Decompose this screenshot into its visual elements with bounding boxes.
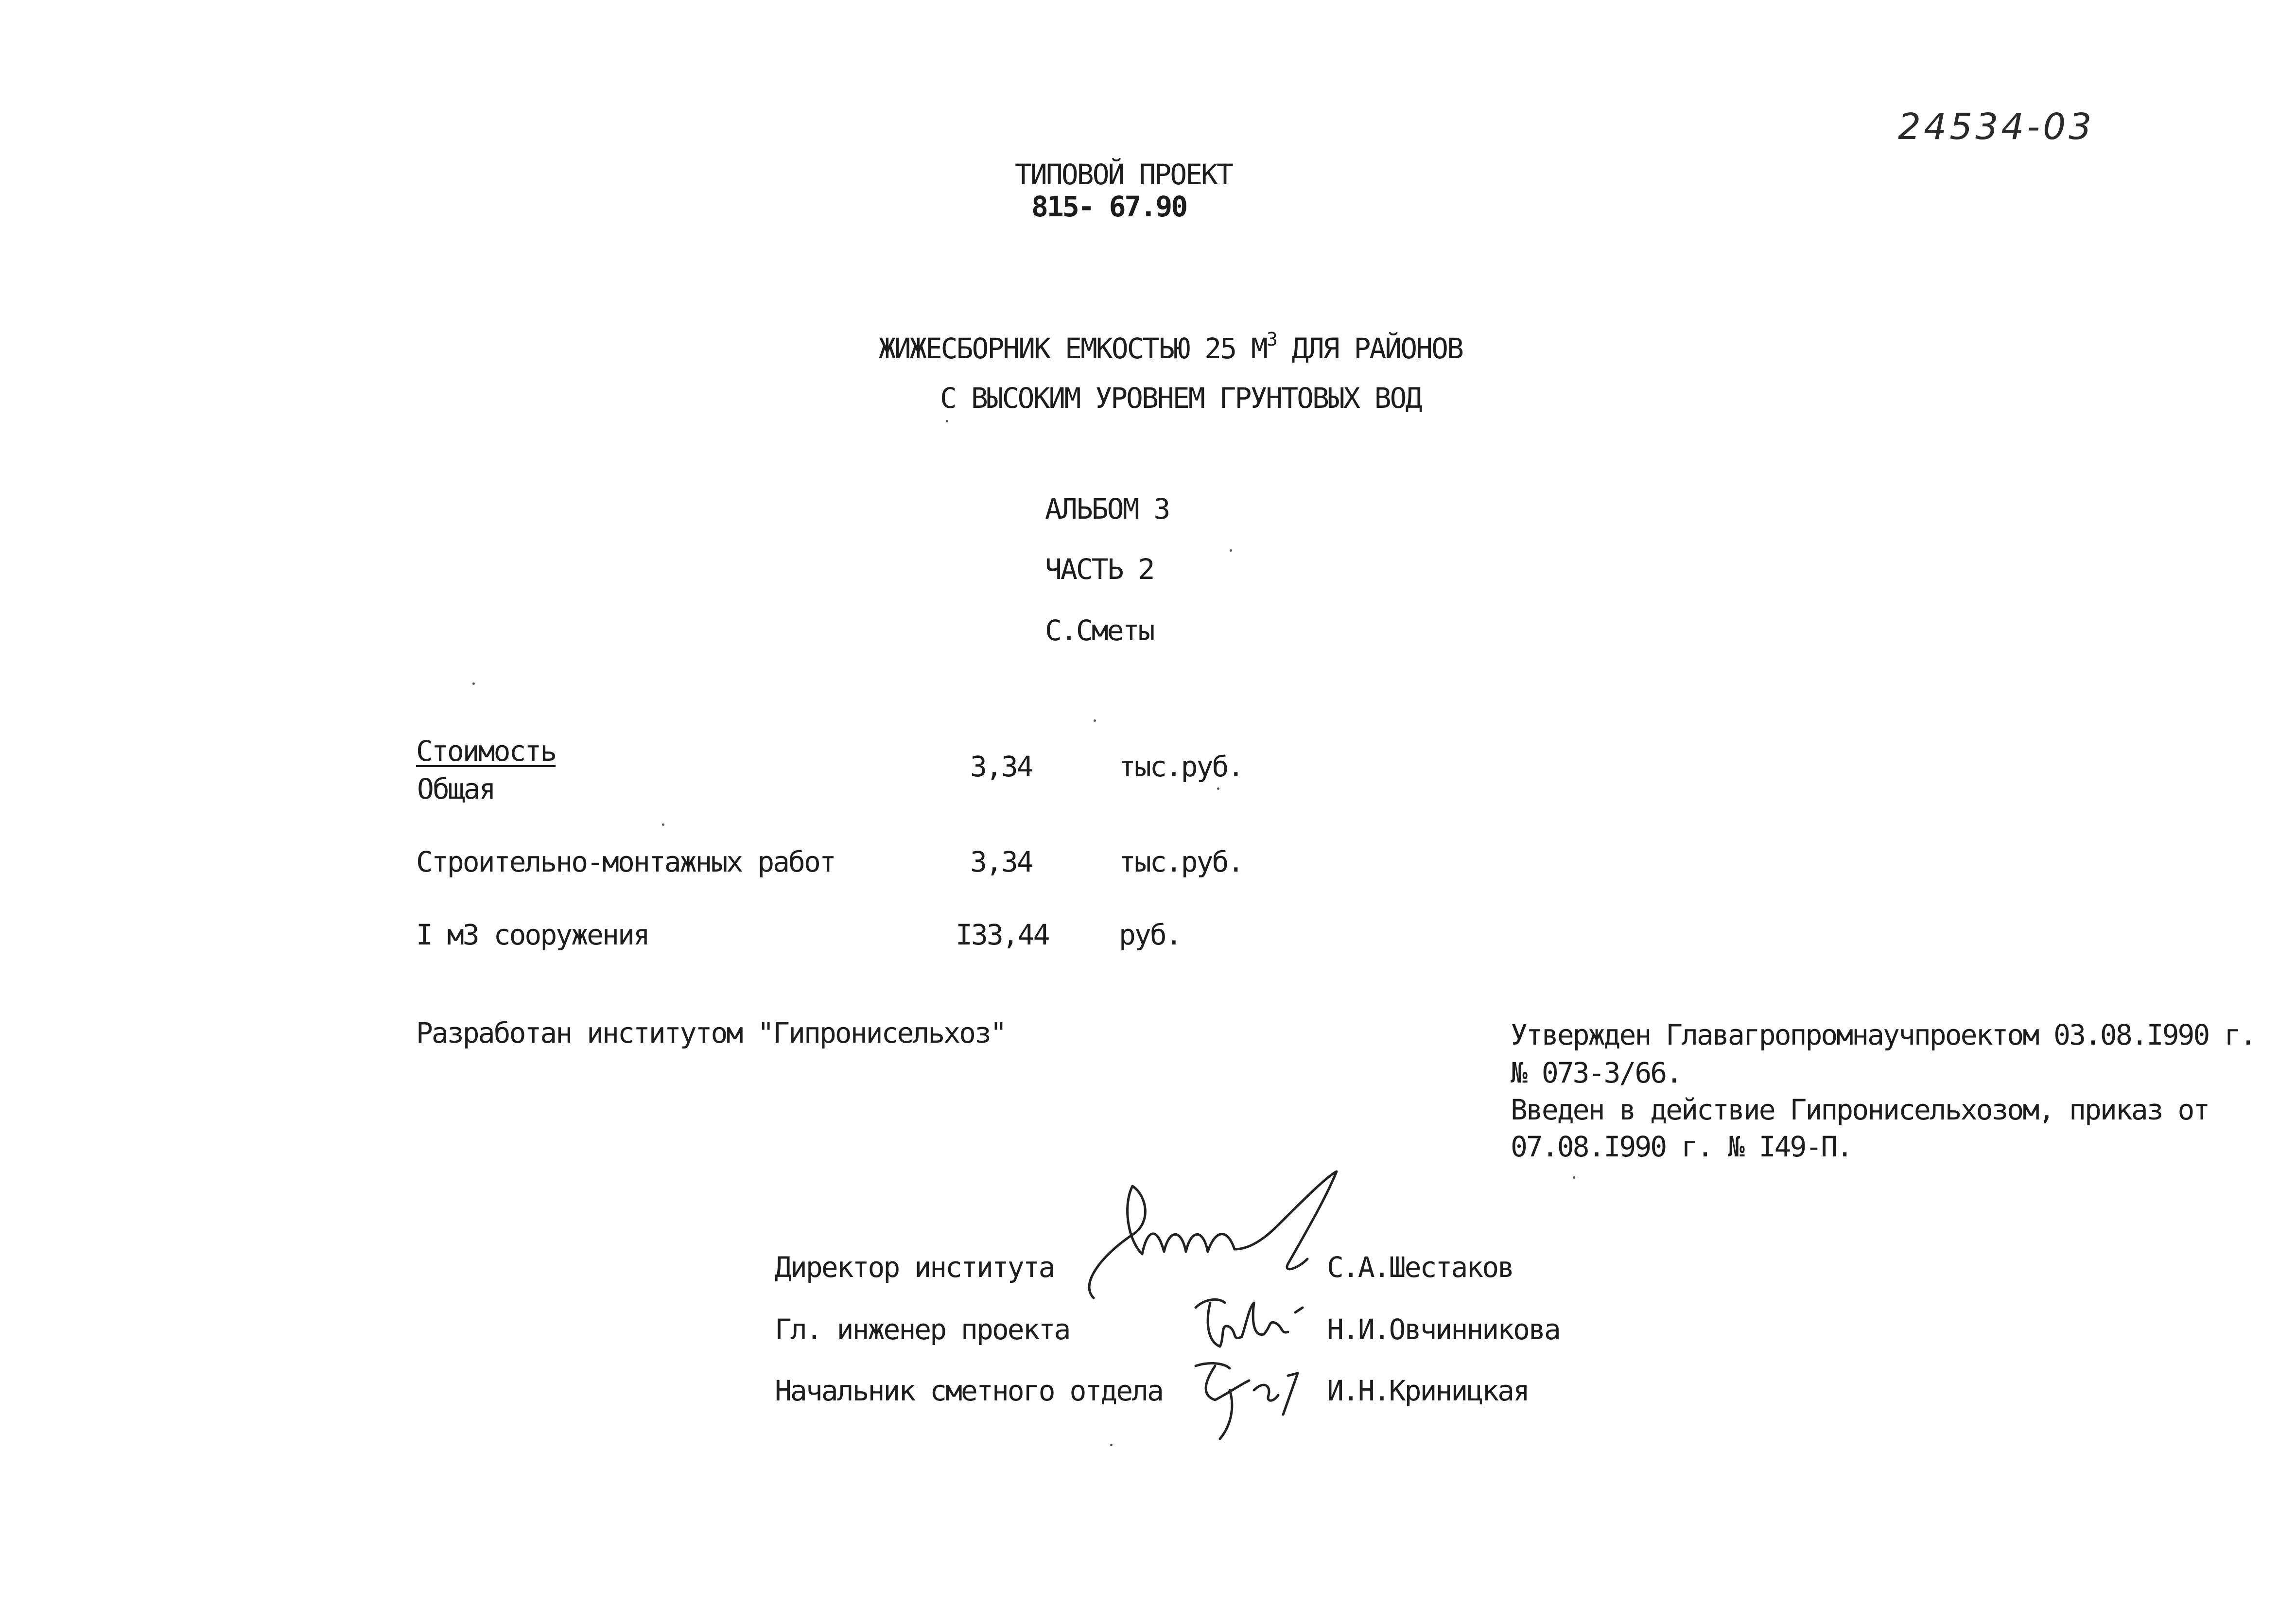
cost-row-unit: тыс.руб. bbox=[1119, 845, 1243, 878]
approval-line: 07.08.I990 г. № I49-П. bbox=[1511, 1130, 1852, 1163]
scan-speck bbox=[472, 682, 475, 685]
project-number: 815- 67.90 bbox=[1031, 190, 1187, 223]
document-title-line2: С ВЫСОКИМ УРОВНЕМ ГРУНТОВЫХ ВОД bbox=[940, 382, 1421, 415]
title-text-end: ДЛЯ РАЙОНОВ bbox=[1276, 332, 1462, 365]
signatory-name: И.Н.Криницкая bbox=[1327, 1374, 1529, 1407]
album-label: АЛЬБОМ 3 bbox=[1045, 492, 1169, 525]
approval-line: Утвержден Главагропромнаучпроектом 03.08.I990 г. bbox=[1511, 1018, 2256, 1051]
cost-row-value: I33,44 bbox=[956, 918, 1049, 951]
scan-speck bbox=[1217, 787, 1219, 790]
approval-line: № 073-3/66. bbox=[1511, 1056, 1682, 1089]
scan-speck bbox=[1094, 719, 1096, 722]
chief-engineer-signature bbox=[1186, 1288, 1312, 1356]
title-text: ЖИЖЕСБОРНИК ЕМКОСТЬЮ 25 М bbox=[879, 332, 1267, 365]
scan-speck bbox=[662, 823, 664, 826]
section-label: С.Сметы bbox=[1045, 614, 1154, 647]
cost-heading: Стоимость bbox=[416, 734, 556, 768]
approval-line: Введен в действие Гипронисельхозом, приказ от bbox=[1511, 1093, 2209, 1126]
title-superscript: 3 bbox=[1266, 329, 1276, 350]
part-label: ЧАСТЬ 2 bbox=[1045, 553, 1154, 586]
cost-row-value: 3,34 bbox=[970, 750, 1032, 783]
cost-row-unit: руб. bbox=[1119, 918, 1181, 951]
cost-row-label: Общая bbox=[417, 772, 495, 805]
developed-by: Разработан институтом "Гипронисельхоз" bbox=[416, 1016, 1006, 1049]
scan-speck bbox=[946, 420, 948, 422]
signatory-position: Гл. инженер проекта bbox=[775, 1313, 1070, 1346]
scan-speck bbox=[1230, 549, 1232, 552]
cost-row-value: 3,34 bbox=[970, 845, 1032, 878]
signatory-position: Директор института bbox=[775, 1251, 1054, 1284]
project-type-label: ТИПОВОЙ ПРОЕКТ bbox=[1015, 158, 1232, 191]
document-title-line1 bbox=[879, 329, 1462, 365]
cost-row-label: Строительно-монтажных работ bbox=[416, 845, 835, 878]
signatory-name: Н.И.Овчинникова bbox=[1327, 1313, 1560, 1346]
scan-speck bbox=[1573, 1176, 1575, 1179]
scan-speck bbox=[1110, 1444, 1113, 1446]
handwritten-archive-number: 24534-03 bbox=[1898, 106, 2095, 148]
estimate-head-signature bbox=[1186, 1346, 1312, 1444]
signatory-position: Начальник сметного отдела bbox=[775, 1374, 1163, 1407]
signatory-name: С.А.Шестаков bbox=[1327, 1251, 1513, 1284]
cost-row-label: I м3 сооружения bbox=[416, 918, 649, 951]
cost-row-unit: тыс.руб. bbox=[1119, 750, 1243, 783]
